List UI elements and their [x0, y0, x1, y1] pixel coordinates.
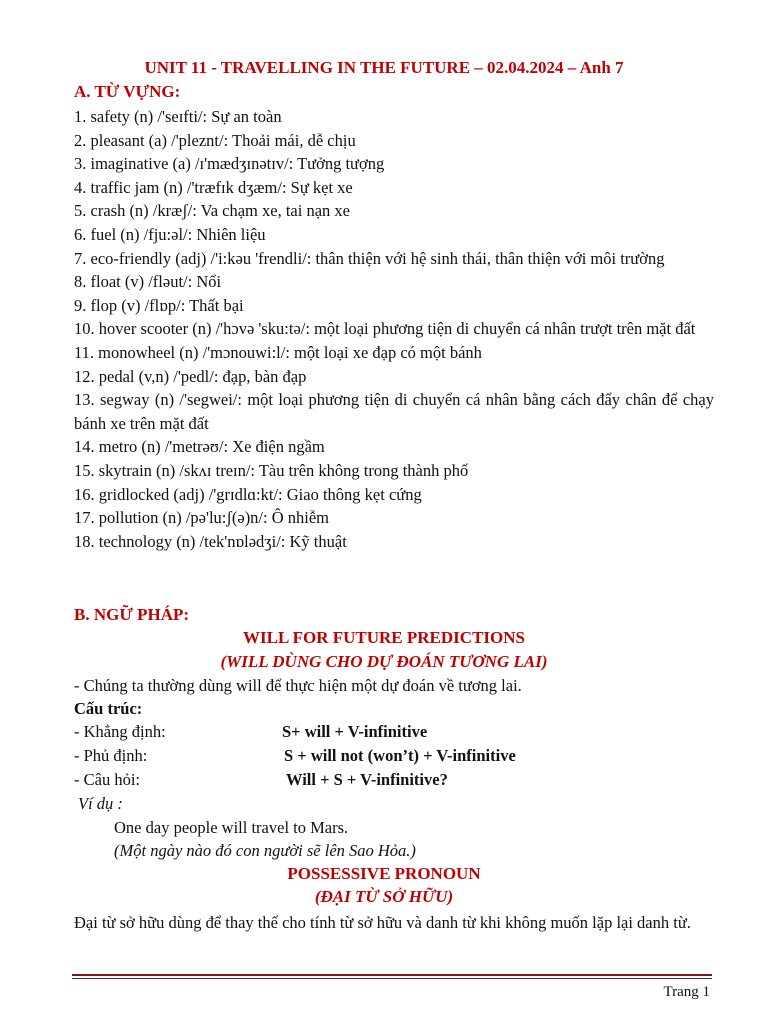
vocab-item: 6. fuel (n) /fju:əl/: Nhiên liệu [74, 224, 266, 244]
structure-label: Cấu trúc: [74, 699, 143, 718]
footer-rule-thin [72, 978, 712, 979]
question-label: - Câu hỏi: [74, 770, 140, 789]
vocab-item: 5. crash (n) /kræʃ/: Va chạm xe, tai nạn xe [74, 201, 350, 221]
will-title: WILL FOR FUTURE PREDICTIONS [243, 628, 525, 647]
negative-formula: S + will not (won’t) + V-infinitive [284, 746, 516, 765]
example-english: One day people will travel to Mars. [114, 818, 349, 837]
vocab-item: 15. skytrain (n) /skʌɪ treɪn/: Tàu trên không trong thành phố [74, 460, 469, 480]
vocab-item: 1. safety (n) /'seɪfti/: Sự an toàn [74, 107, 282, 126]
vocab-item: 13. segway (n) /'segwei/: một loại phương tiện di chuyển cá nhân bằng cách đẩy chân để chạy bánh xe trên mặt đất [74, 390, 714, 433]
possessive-title: POSSESSIVE PRONOUN [287, 864, 481, 883]
vocab-item: 8. float (v) /fləut/: Nổi [74, 272, 222, 292]
possessive-subtitle: (ĐẠI TỪ SỞ HỮU) [314, 887, 454, 906]
vocab-item: 7. eco-friendly (adj) /'i:kəu 'frendli/: thân thiện với hệ sinh thái, thân thiện với môi trường [74, 248, 665, 268]
vocabulary-list [74, 105, 714, 553]
negative-label: - Phủ định: [74, 746, 148, 765]
affirmative-formula: S+ will + V-infinitive [282, 722, 428, 741]
will-intro: - Chúng ta thường dùng will để thực hiện một dự đoán về tương lai. [74, 676, 522, 695]
vocab-item: 3. imaginative (a) /ɪ'mædʒɪnətɪv/: Tưởng tượng [74, 154, 385, 174]
section-b-heading: B. NGỮ PHÁP: [74, 605, 190, 624]
page-title: UNIT 11 - TRAVELLING IN THE FUTURE – 02.04.2024 – Anh 7 [144, 58, 624, 77]
vocab-item: 14. metro (n) /'metrəʊ/: Xe điện ngầm [74, 437, 325, 457]
vocab-item: 17. pollution (n) /pə'lu:ʃ(ə)n/: Ô nhiễm [74, 508, 330, 528]
vocab-item: 11. monowheel (n) /'mɔnouwi:l/: một loại xe đạp có một bánh [74, 342, 482, 362]
example-label: Ví dụ : [78, 794, 123, 813]
page-number: Trang 1 [663, 984, 710, 1000]
vocab-item: 9. flop (v) /flɒp/: Thất bại [74, 295, 244, 315]
vocab-item: 12. pedal (v,n) /'pedl/: đạp, bàn đạp [74, 366, 307, 386]
example-vietnamese: (Một ngày nào đó con người sẽ lên Sao Hỏa.) [114, 841, 416, 860]
vocab-item: 18. technology (n) /tek'nɒlədʒi/: Kỹ thuật [74, 531, 347, 551]
possessive-description: Đại từ sở hữu dùng để thay thế cho tính từ sở hữu và danh từ khi không muốn lặp lại danh từ. [74, 913, 691, 932]
vocab-item: 4. traffic jam (n) /'træfɪk dʒæm/: Sự kẹt xe [74, 177, 353, 197]
vocab-item: 16. gridlocked (adj) /'grɪdlɑ:kt/: Giao thông kẹt cứng [74, 484, 422, 504]
vocab-item: 2. pleasant (a) /'pleznt/: Thoải mái, dễ chịu [74, 130, 356, 150]
vocab-item: 10. hover scooter (n) /'hɔvə 'sku:tə/: một loại phương tiện di chuyển cá nhân trượt trên mặt đất [74, 319, 696, 339]
affirmative-label: - Khẳng định: [74, 722, 166, 741]
section-a-heading: A. TỪ VỰNG: [74, 82, 181, 101]
question-formula: Will + S + V-infinitive? [286, 770, 448, 789]
footer-rule [72, 974, 712, 976]
will-subtitle: (WILL DÙNG CHO DỰ ĐOÁN TƯƠNG LAI) [220, 652, 548, 671]
